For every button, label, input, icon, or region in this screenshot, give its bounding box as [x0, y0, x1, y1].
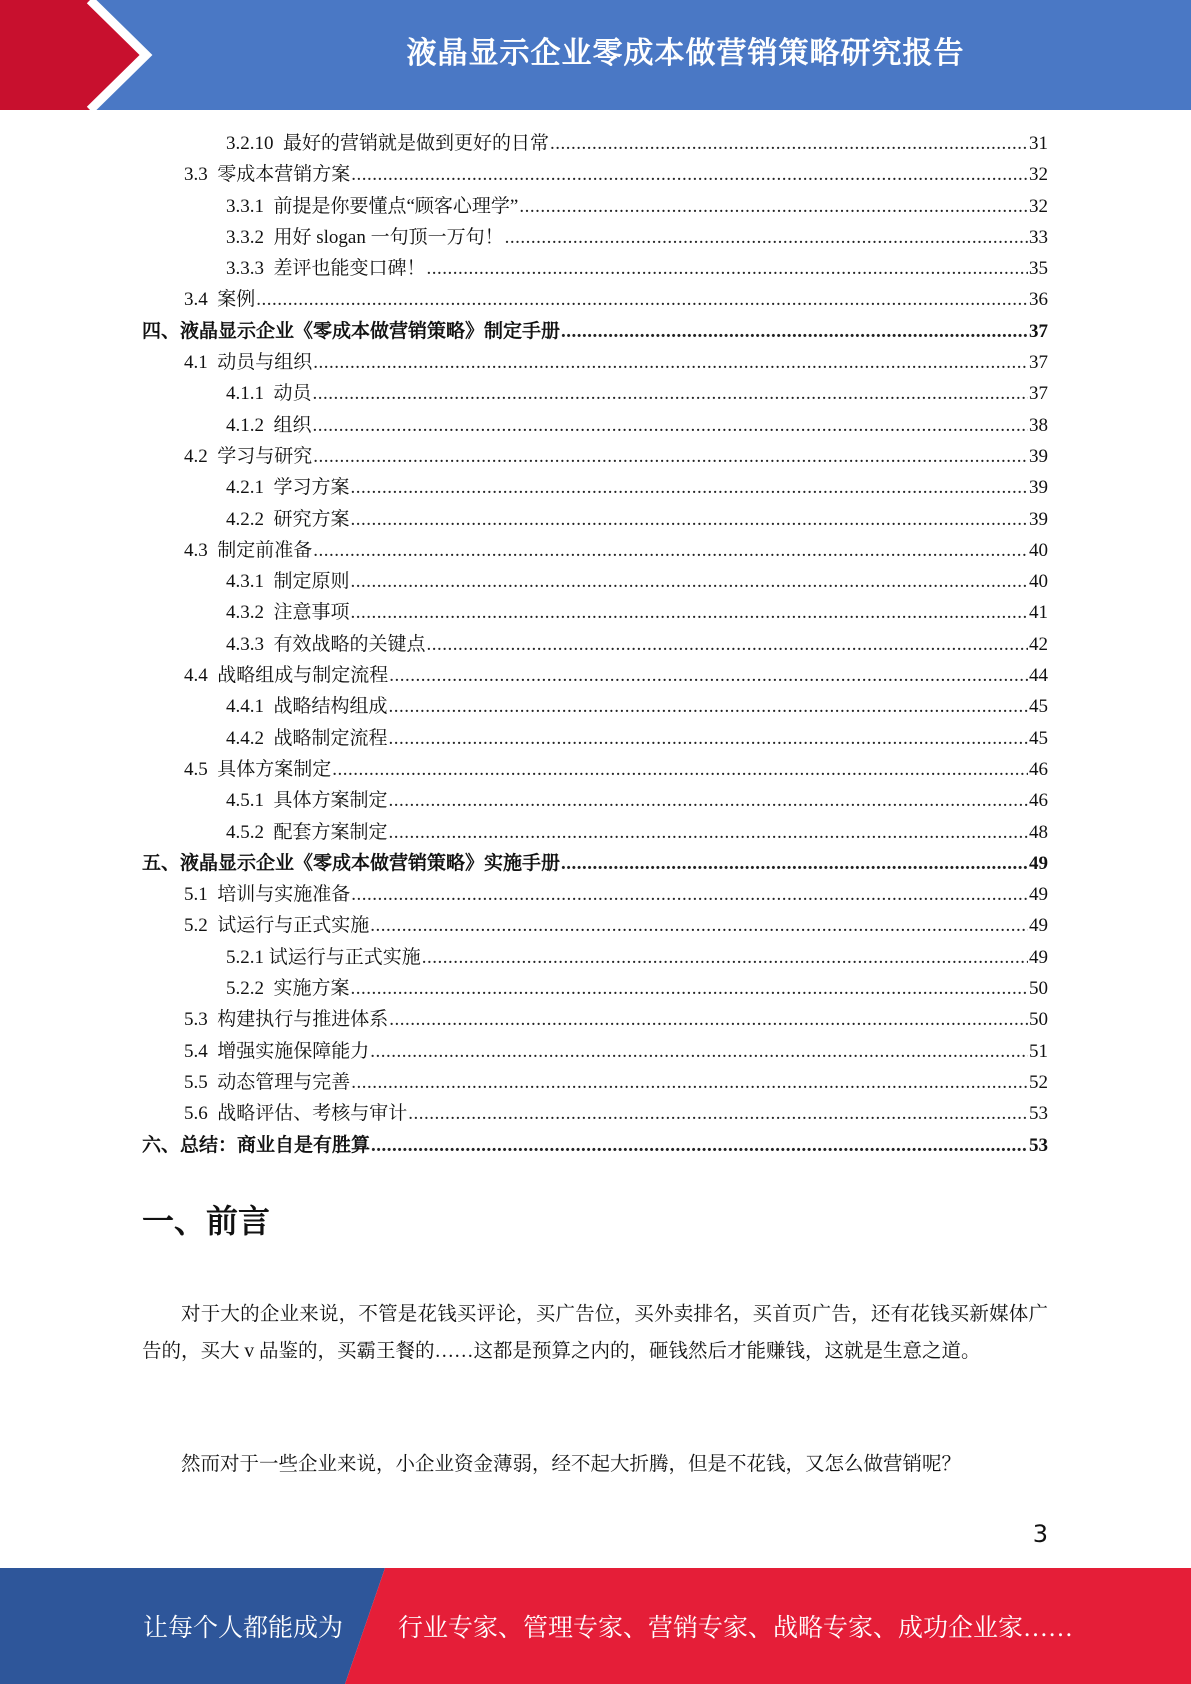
toc-entry[interactable] [142, 597, 1048, 628]
toc-entry[interactable] [142, 441, 1048, 472]
toc-entry[interactable] [142, 942, 1048, 973]
toc-entry[interactable] [142, 378, 1048, 409]
toc-entry-page: 46 [1029, 790, 1048, 812]
toc-dot-leader [313, 535, 1028, 566]
toc-dot-leader [408, 1098, 1028, 1129]
toc-entry-page: 49 [1029, 946, 1048, 968]
toc-dot-leader [313, 347, 1028, 378]
toc-dot-leader [313, 378, 1028, 409]
toc-entry-label: 5.2.1 试运行与正式实施 [226, 946, 421, 968]
toc-entry-label: 4.3 制定前准备 [184, 539, 313, 561]
toc-dot-leader [389, 817, 1028, 848]
toc-entry-page: 49 [1029, 884, 1048, 906]
toc-entry-label: 4.4.2 战略制定流程 [226, 727, 388, 749]
toc-entry-label: 5.2 试运行与正式实施 [184, 915, 370, 937]
page-header [0, 0, 1191, 110]
toc-entry-page: 46 [1029, 758, 1048, 780]
toc-dot-leader [389, 1004, 1028, 1035]
toc-dot-leader [351, 973, 1028, 1004]
toc-entry-label: 5.4 增强实施保障能力 [184, 1040, 370, 1062]
toc-entry-page: 36 [1029, 289, 1048, 311]
toc-entry-label: 4.5 具体方案制定 [184, 758, 332, 780]
toc-entry[interactable] [142, 159, 1048, 190]
page-number: 3 [1032, 1520, 1048, 1548]
toc-entry-page: 40 [1029, 539, 1048, 561]
toc-entry[interactable] [142, 723, 1048, 754]
toc-entry[interactable] [142, 222, 1048, 253]
toc-entry-label: 4.4.1 战略结构组成 [226, 696, 388, 718]
toc-entry-page: 33 [1029, 226, 1048, 248]
toc-dot-leader [389, 785, 1028, 816]
toc-entry-page: 50 [1029, 978, 1048, 1000]
toc-entry-label: 五、液晶显示企业《零成本做营销策略》实施手册 [142, 852, 561, 874]
toc-entry-page: 53 [1029, 1134, 1048, 1156]
paragraph: 对于大的企业来说，不管是花钱买评论，买广告位，买外卖排名，买首页广告，还有花钱买新媒体广告的，买大 v 品鉴的，买霸王餐的……这都是预算之内的，砸钱然后才能赚钱，这就是生意之道。 [142, 1304, 1048, 1362]
toc-entry-page: 45 [1029, 696, 1048, 718]
toc-entry-page: 53 [1029, 1103, 1048, 1125]
toc-entry-page: 52 [1029, 1071, 1048, 1093]
footer-slogan-left: 让每个人都能成为 [143, 1615, 344, 1642]
toc-dot-leader [313, 441, 1028, 472]
toc-entry-page: 41 [1029, 602, 1048, 624]
toc-entry[interactable] [142, 691, 1048, 722]
toc-dot-leader [505, 222, 1028, 253]
toc-dot-leader [351, 504, 1028, 535]
footer-slogan-right: 行业专家、管理专家、营销专家、战略专家、成功企业家…… [398, 1615, 1074, 1642]
section-heading: 一、前言 [142, 1202, 271, 1240]
toc-entry-page: 37 [1029, 320, 1048, 342]
toc-entry-page: 49 [1029, 852, 1048, 874]
toc-entry-page: 37 [1029, 383, 1048, 405]
page-footer [0, 1568, 1191, 1684]
toc-dot-leader [389, 660, 1028, 691]
toc-entry-label: 3.4 案例 [184, 289, 256, 311]
toc-entry[interactable] [142, 504, 1048, 535]
toc-dot-leader [427, 629, 1028, 660]
toc-entry[interactable] [142, 410, 1048, 441]
toc-entry[interactable] [142, 879, 1048, 910]
toc-entry-label: 4.2.2 研究方案 [226, 508, 350, 530]
toc-entry-page: 51 [1029, 1040, 1048, 1062]
toc-entry[interactable] [142, 316, 1048, 347]
toc-entry[interactable] [142, 1036, 1048, 1067]
toc-entry[interactable] [142, 848, 1048, 879]
header-arrow-decoration [0, 0, 200, 110]
toc-dot-leader [351, 1067, 1028, 1098]
report-title: 液晶显示企业零成本做营销策略研究报告 [406, 36, 965, 71]
toc-entry[interactable] [142, 1067, 1048, 1098]
toc-dot-leader [427, 253, 1028, 284]
toc-entry-page: 50 [1029, 1009, 1048, 1031]
toc-entry-label: 3.3 零成本营销方案 [184, 164, 351, 186]
toc-entry-page: 38 [1029, 414, 1048, 436]
toc-entry-label: 5.3 构建执行与推进体系 [184, 1009, 389, 1031]
toc-entry-label: 4.3.3 有效战略的关键点 [226, 633, 426, 655]
toc-entry-label: 4.1 动员与组织 [184, 352, 313, 374]
toc-entry-page: 37 [1029, 352, 1048, 374]
toc-entry[interactable] [142, 191, 1048, 222]
toc-entry-page: 32 [1029, 164, 1048, 186]
toc-entry[interactable] [142, 817, 1048, 848]
paragraph: 然而对于一些企业来说，小企业资金薄弱，经不起大折腾，但是不花钱，又怎么做营销呢？ [181, 1454, 962, 1475]
toc-entry-page: 39 [1029, 477, 1048, 499]
toc-entry-page: 42 [1029, 633, 1048, 655]
toc-dot-leader [332, 754, 1028, 785]
toc-dot-leader [550, 128, 1028, 159]
toc-dot-leader [370, 910, 1028, 941]
toc-entry[interactable] [142, 754, 1048, 785]
toc-entry-label: 4.3.2 注意事项 [226, 602, 350, 624]
toc-dot-leader [389, 691, 1028, 722]
toc-entry-page: 44 [1029, 665, 1048, 687]
toc-dot-leader [561, 316, 1028, 347]
toc-entry[interactable] [142, 535, 1048, 566]
toc-entry-label: 5.5 动态管理与完善 [184, 1071, 351, 1093]
toc-dot-leader [389, 723, 1028, 754]
toc-dot-leader [351, 597, 1028, 628]
toc-dot-leader [519, 191, 1028, 222]
toc-entry[interactable] [142, 629, 1048, 660]
toc-entry-label: 4.5.1 具体方案制定 [226, 790, 388, 812]
toc-entry[interactable] [142, 910, 1048, 941]
toc-entry-label: 3.2.10 最好的营销就是做到更好的日常 [226, 133, 550, 154]
toc-dot-leader [351, 879, 1028, 910]
toc-entry-label: 3.3.1 前提是你要懂点“顾客心理学” [226, 195, 519, 217]
toc-entry-label: 4.3.1 制定原则 [226, 571, 350, 593]
toc-dot-leader [351, 566, 1028, 597]
toc-entry-label: 5.6 战略评估、考核与审计 [184, 1103, 408, 1125]
toc-dot-leader [351, 159, 1028, 190]
toc-entry-label: 4.5.2 配套方案制定 [226, 821, 388, 843]
toc-entry-label: 3.3.2 用好 slogan 一句顶一万句！ [226, 226, 504, 248]
toc-dot-leader [256, 284, 1028, 315]
toc-entry-page: 49 [1029, 915, 1048, 937]
toc-entry[interactable] [142, 1004, 1048, 1035]
toc-entry-page: 31 [1029, 133, 1048, 154]
toc-entry-label: 3.3.3 差评也能变口碑！ [226, 258, 426, 280]
table-of-contents [142, 128, 1048, 1161]
toc-entry-page: 39 [1029, 445, 1048, 467]
toc-entry-label: 5.1 培训与实施准备 [184, 884, 351, 906]
toc-dot-leader [561, 848, 1028, 879]
toc-entry-label: 4.1.1 动员 [226, 383, 312, 405]
toc-entry[interactable] [142, 347, 1048, 378]
toc-entry[interactable] [142, 128, 1048, 159]
toc-entry-label: 4.4 战略组成与制定流程 [184, 665, 389, 687]
toc-entry-label: 4.2.1 学习方案 [226, 477, 350, 499]
toc-entry-page: 48 [1029, 821, 1048, 843]
toc-dot-leader [370, 1036, 1028, 1067]
toc-dot-leader [313, 410, 1028, 441]
toc-entry-page: 35 [1029, 258, 1048, 280]
toc-entry-page: 45 [1029, 727, 1048, 749]
toc-entry[interactable] [142, 660, 1048, 691]
toc-entry[interactable] [142, 1098, 1048, 1129]
toc-entry[interactable] [142, 472, 1048, 503]
toc-dot-leader [371, 1130, 1028, 1161]
toc-entry-label: 5.2.2 实施方案 [226, 978, 350, 1000]
toc-dot-leader [422, 942, 1028, 973]
toc-entry-page: 39 [1029, 508, 1048, 530]
toc-entry[interactable] [142, 1130, 1048, 1161]
toc-entry-page: 32 [1029, 195, 1048, 217]
toc-entry-label: 四、液晶显示企业《零成本做营销策略》制定手册 [142, 320, 561, 342]
toc-entry-page: 40 [1029, 571, 1048, 593]
toc-entry[interactable] [142, 785, 1048, 816]
toc-entry-label: 4.2 学习与研究 [184, 445, 313, 467]
toc-dot-leader [351, 472, 1028, 503]
toc-entry[interactable] [142, 253, 1048, 284]
toc-entry[interactable] [142, 284, 1048, 315]
toc-entry[interactable] [142, 973, 1048, 1004]
toc-entry-label: 4.1.2 组织 [226, 414, 312, 436]
toc-entry-label: 六、总结：商业自是有胜算 [142, 1134, 371, 1156]
toc-entry[interactable] [142, 566, 1048, 597]
